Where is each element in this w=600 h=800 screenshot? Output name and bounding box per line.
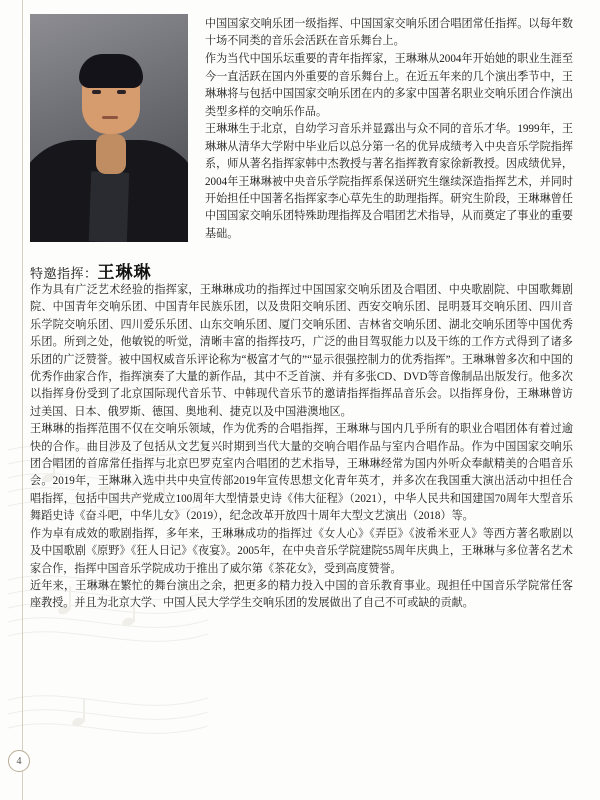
paragraph: 王琳琳的指挥范围不仅在交响乐领域，作为优秀的合唱指挥，王琳琳与国内几乎所有的职业合唱团体有着过逾快的合作。曲目涉及了包括从文艺复兴时期到当代大量的交响合唱作品与室内合唱作品。作为中国国家交响乐团合唱团的首席常任指挥与北京巴罗克室内合唱团的艺术指导，王琳琳经常为国内外听众奉献精美的合唱音乐会。2019年，王琳琳入选中共中央宣传部2019年宣传思想文化青年英才，并多次在我国重大演出活动中担任合唱指挥，包括中国共产党成立100周年大型情景史诗《伟大征程》（2021），中华人民共和国建国70周年大型音乐舞蹈史诗《奋斗吧，中华儿女》（2019），纪念改革开放四十周年大型文艺演出（2018）等。 bbox=[30, 423, 573, 523]
paragraph: 近年来，王琳琳在繁忙的舞台演出之余，把更多的精力投入中国的音乐教育事业。现担任中国音乐学院常任客座教授。并且为北京大学、中国人民大学学生交响乐团的发展做出了自己不可或缺的贡献。 bbox=[30, 579, 573, 610]
biography-full-width bbox=[30, 282, 573, 613]
caption-role-label: 特邀指挥： bbox=[30, 266, 98, 281]
page-left-rule bbox=[22, 0, 23, 800]
portrait-eye-left bbox=[92, 90, 101, 94]
portrait-block bbox=[30, 14, 190, 242]
portrait-neck bbox=[96, 134, 126, 174]
paragraph: 中国国家交响乐团一级指挥、中国国家交响乐团合唱团常任指挥。以每年数十场不同类的音乐会活跃在音乐舞台上。 bbox=[205, 18, 573, 48]
portrait-hair bbox=[79, 54, 143, 88]
caption-person-name: 王琳琳 bbox=[97, 263, 152, 282]
portrait-eye-right bbox=[117, 90, 126, 94]
page-number: 4 bbox=[8, 750, 30, 772]
portrait-shirt bbox=[89, 171, 129, 242]
paragraph: 作为具有广泛艺术经验的指挥家，王琳琳成功的指挥过中国国家交响乐团及合唱团、中央歌剧院、中国歌舞剧院、中国青年交响乐团、中国青年民族乐团，以及贵阳交响乐团、西安交响乐团、昆明聂耳交响乐团、四川音乐学院交响乐团、四川爱乐乐团、山东交响乐团、厦门交响乐团、吉林省交响乐团、湖北交响乐团等中国优秀乐团。所到之处，他敏锐的听觉，清晰丰富的指挥技巧，广泛的曲目驾驭能力以及干练的工作方式得到了诸多乐团的广泛赞誉。被中国权威音乐评论称为“极富才气的”“显示很强控制力的优秀指挥”。王琳琳曾多次和中国的优秀作曲家合作，指挥演奏了大量的新作品，其中不乏首演、并有多张CD、DVD等音像制品出版发行。他多次以指挥身份受到了北京国际现代音乐节、中韩现代音乐节的邀请指挥指挥品音乐会。以指挥身份，王琳琳曾访过美国、日本、俄罗斯、德国、奥地利、捷克以及中国港澳地区。 bbox=[30, 284, 573, 418]
portrait-caption bbox=[30, 258, 205, 283]
portrait-photo bbox=[30, 14, 188, 242]
biography-top-column bbox=[205, 16, 573, 244]
paragraph: 作为卓有成效的歌剧指挥，多年来，王琳琳成功的指挥过《女人心》《弄臣》《波希米亚人》等西方著名歌剧以及中国歌剧《原野》《狂人日记》《夜宴》。2005年，在中央音乐学院建院55周年庆典上，王琳琳与多位著名艺术家合作，指挥中国音乐学院成功于推出了威尔第《茶花女》，受到高度赞誉。 bbox=[30, 527, 573, 575]
paragraph: 作为当代中国乐坛重要的青年指挥家，王琳琳从2004年开始她的职业生涯至今一直活跃在国内外重要的音乐舞台上。在近五年来的几个演出季节中，王琳琳将与包括中国国家交响乐团在内的多家中国著名职业交响乐团合作演出类型多样的交响乐作品。 bbox=[205, 53, 573, 118]
portrait-mouth bbox=[102, 116, 118, 119]
paragraph: 王琳琳生于北京，自幼学习音乐并显露出与众不同的音乐才华。1999年，王琳琳从清华大学附中毕业后以总分第一名的优异成绩考入中央音乐学院指挥系，师从著名指挥家韩中杰教授与著名指挥教育家徐新教授。因成绩优异，2004年王琳琳被中央音乐学院指挥系保送研究生继续深造指挥艺术，并同时开始担任中国著名指挥家李心草先生的助理指挥。研究生阶段，王琳琳曾任中国国家交响乐团特殊助理指挥及合唱团艺术指导，从而奠定了事业的重要基础。 bbox=[205, 123, 573, 240]
